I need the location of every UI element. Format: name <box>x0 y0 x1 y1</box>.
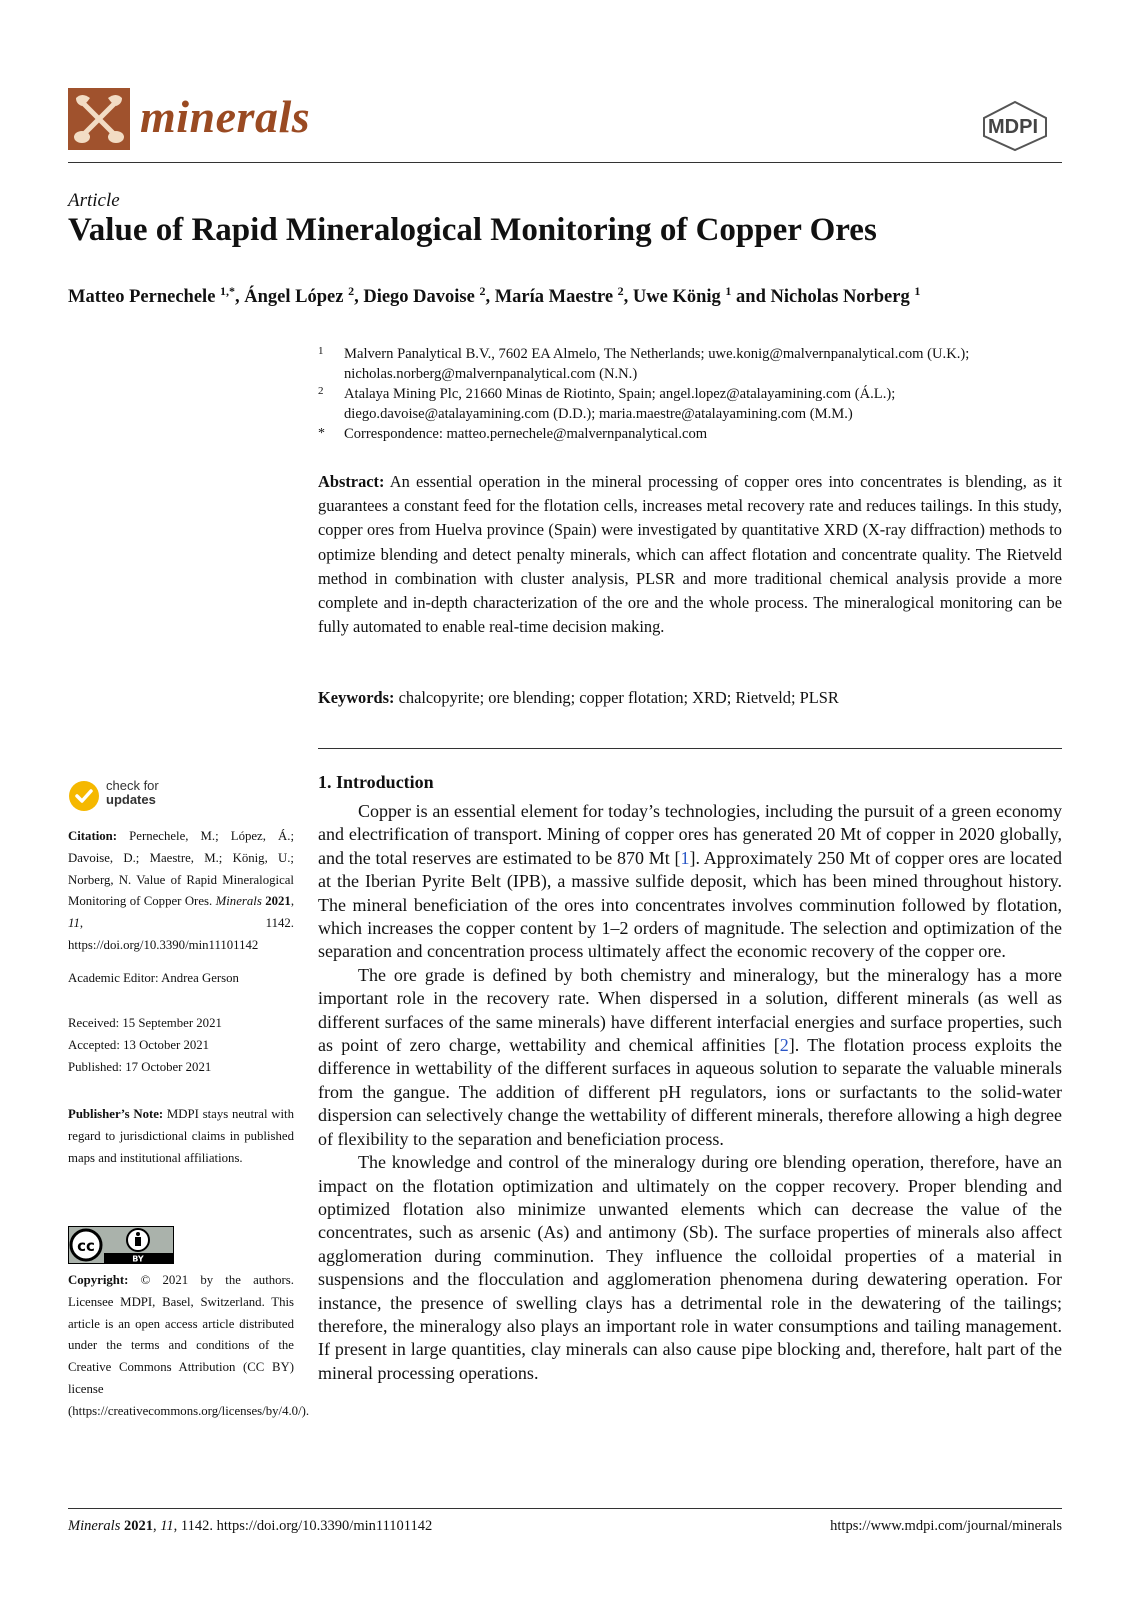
abstract-label: Abstract: <box>318 472 385 491</box>
author-affiliation-mark: 2 <box>617 284 624 298</box>
article-dates <box>68 1012 294 1078</box>
affiliation-text: Malvern Panalytical B.V., 7602 EA Almelo, The Netherlands; uwe.konig@malvernpanalytical.com (U.K.); nicholas.norberg@malvernpanalytical.com (N.N.) <box>344 346 970 382</box>
check-for-updates-button[interactable] <box>68 780 218 824</box>
correspondence-text: Correspondence: matteo.pernechele@malvernpanalytical.com <box>344 426 708 442</box>
correspondence-mark: * <box>318 426 325 441</box>
author-name: María Maestre <box>494 287 614 308</box>
footer-divider <box>68 1508 1062 1509</box>
author-name: Diego Davoise <box>363 287 475 308</box>
abstract-text: An essential operation in the mineral processing of copper ores into concentrates is blending, as it guarantees a constant feed for the flotation cells, increases metal recovery rate and reduces tailings. In this study, copper ores from Huelva province (Spain) were investigated by quantitative XRD (X-ray diffraction) methods to optimize blending and detect penalty minerals, which can affect flotation and concentrate quality. The Rietveld method in combination with cluster analysis, PLSR and more traditional chemical analysis provide a more complete and in-depth characterization of the ore and the whole process. The mineralogical monitoring can be fully automated to enable real-time decision making. <box>318 472 1062 637</box>
copyright <box>68 1270 310 1423</box>
journal-logo-icon <box>68 88 130 150</box>
footer-volume: 11 <box>160 1518 174 1534</box>
publisher-name: MDPI <box>988 116 1038 138</box>
footer-year: 2021 <box>123 1518 153 1534</box>
citation-doi[interactable]: , 1142. https://doi.org/10.3390/min11101142 <box>68 916 294 952</box>
affiliation-mark: 2 <box>318 385 324 397</box>
citation-label: Citation: <box>68 829 118 843</box>
author-affiliation-mark: 2 <box>348 284 355 298</box>
reference-link[interactable]: 2 <box>779 1035 789 1056</box>
paragraph: The knowledge and control of the mineralogy during ore blending operation, therefore, have an impact on the flotation optimization and ultimately on the copper recovery. Proper blending and optimized flotation also minimize unwanted elements which can decrease the value of the concentrates, such as arsenic (As) and antimony (Sb). The surface properties of minerals also affect agglomeration during comminution. They influence the colloidal properties of a material in suspensions and the flocculation and agglomeration phenomena during dewatering operation. For instance, the presence of swelling clays has a detrimental role in the dewatering of the tailings; therefore, the mineralogy also plays an important role in water consumptions and tailing management. If present in large quantities, clay minerals can also cause pipe blocking and, therefore, halt part of the mineral processing operations. <box>318 1152 1062 1383</box>
keywords-text: chalcopyrite; ore blending; copper flotation; XRD; Rietveld; PLSR <box>398 688 839 707</box>
author-affiliation-mark: 1 <box>725 284 732 298</box>
received-date: Received: 15 September 2021 <box>68 1016 222 1030</box>
keywords-label: Keywords: <box>318 688 395 707</box>
citation-text: Pernechele, M.; López, Á.; Davoise, D.; Maestre, M.; König, U.; Norberg, N. Value of Rapid Mineralogical Monitoring of Copper Ores. <box>68 829 294 909</box>
section-heading: 1. Introduction <box>318 772 434 792</box>
author-affiliation-mark: 2 <box>479 284 486 298</box>
published-date: Published: 17 October 2021 <box>68 1060 212 1074</box>
check-updates-label <box>106 779 159 807</box>
cc-by-label: BY <box>132 1254 144 1264</box>
author-affiliation-mark: 1 <box>914 284 921 298</box>
check-updates-icon <box>68 780 100 812</box>
article-title: Value of Rapid Mineralogical Monitoring of Copper Ores <box>68 212 877 248</box>
affiliation-item <box>318 344 1062 384</box>
cc-by-badge[interactable] <box>68 1226 174 1264</box>
footer-doi[interactable]: , 1142. https://doi.org/10.3390/min11101142 <box>173 1518 433 1534</box>
accepted-date: Accepted: 13 October 2021 <box>68 1038 210 1052</box>
publishers-note-label: Publisher’s Note: <box>68 1107 164 1121</box>
paragraph: Copper is an essential element for today’s technologies, including the pursuit of a green economy and electrification of transport. Mining of copper ores has generated 20 Mt of copper in 2020 globally, and the total reserves are estimated to be 870 Mt [1]. Approximately 250 Mt of copper ores are located at the Iberian Pyrite Belt (IPB), a massive sulfide deposit, which has been mined throughout history. The mineral beneficiation of the ores into concentrates involves comminution followed by flotation, which increases the copper content by 1–2 orders of magnitude. The selection and optimization of the separation and concentration process ultimately affect the economic recovery of the copper ore. <box>318 801 1062 962</box>
citation: Citation: Pernechele, M.; López, Á.; Davoise, D.; Maestre, M.; König, U.; Norberg, N. Value of Rapid Mineralogical Monitoring of Copper Ores. Minerals 2021, 11, 1142. https://doi.org/10.3390/min11101142 <box>68 829 295 952</box>
header-divider <box>68 162 1062 163</box>
author-name: Uwe König <box>632 287 721 308</box>
check-updates-line1: check for <box>106 778 159 793</box>
abstract <box>318 470 1062 639</box>
affiliation-text: Atalaya Mining Plc, 21660 Minas de Riotinto, Spain; angel.lopez@atalayamining.com (Á.L.); diego.davoise@atalayamining.com (D.D.); maria.maestre@atalayamining.com (M.M.) <box>344 386 896 422</box>
cc-by-icon <box>68 1226 174 1264</box>
check-updates-line2: updates <box>106 792 156 807</box>
correspondence-item <box>318 424 1062 444</box>
copyright-text: © 2021 by the authors. Licensee MDPI, Basel, Switzerland. This article is an open access article distributed under the terms and conditions of the Creative Commons Attribution (CC BY) license (https://creativecommons.org/licenses/by/4.0/). <box>68 1273 310 1418</box>
footer-citation: Minerals 2021, 11, 1142. https://doi.org/10.3390/min11101142 <box>68 1518 433 1534</box>
svg-text:cc: cc <box>77 1237 95 1255</box>
journal-name: minerals <box>140 91 311 142</box>
author-affiliation-mark: 1,* <box>220 284 236 298</box>
citation-year: 2021 <box>265 894 291 909</box>
citation-journal: Minerals <box>215 894 262 909</box>
reference-link[interactable]: 1 <box>680 847 690 868</box>
author-list: Matteo Pernechele $^{1,*}$, Ángel López $^2$, Diego Davoise $^2$, María Maestre $^2$, Uwe König $^1$ and Nicholas Norberg $^1$ <box>68 284 921 308</box>
footer-journal: Minerals <box>68 1518 121 1534</box>
publishers-note <box>68 1104 294 1169</box>
affiliation-item <box>318 384 1062 424</box>
academic-editor: Academic Editor: Andrea Gerson <box>68 971 239 985</box>
author-name: Ángel López <box>244 287 344 308</box>
keywords <box>318 688 1062 708</box>
publishers-note-text: MDPI stays neutral with regard to jurisdictional claims in published maps and institutional affiliations. <box>68 1107 294 1165</box>
affiliation-mark: 1 <box>318 345 324 357</box>
abstract-divider <box>318 748 1062 749</box>
paragraph: The ore grade is defined by both chemistry and mineralogy, but the mineralogy has a more important role in the recovery rate. When dispersed in a solution, different minerals (as well as different surfaces of the same minerals) have different interfacial energies and surface properties, such as point of zero charge, wettability and chemical affinities [2]. The flotation process exploits the difference in wettability of the different surfaces in aqueous solution to separate the valuable minerals from the gangue. The addition of different pH regulators, ions or surfactants to the solid-water dispersion can selectively change the wettability of different minerals, therefore allowing a high degree of flexibility to the separation and beneficiation process. <box>318 964 1062 1149</box>
author-name: Matteo Pernechele <box>68 287 216 308</box>
body-text <box>318 800 1062 1385</box>
copyright-label: Copyright: <box>68 1273 129 1287</box>
affiliations <box>318 344 1062 444</box>
author-name: Nicholas Norberg <box>770 287 910 308</box>
citation-volume: 11 <box>68 916 80 931</box>
footer-journal-url[interactable]: https://www.mdpi.com/journal/minerals <box>830 1518 1062 1534</box>
article-type: Article <box>68 190 120 211</box>
